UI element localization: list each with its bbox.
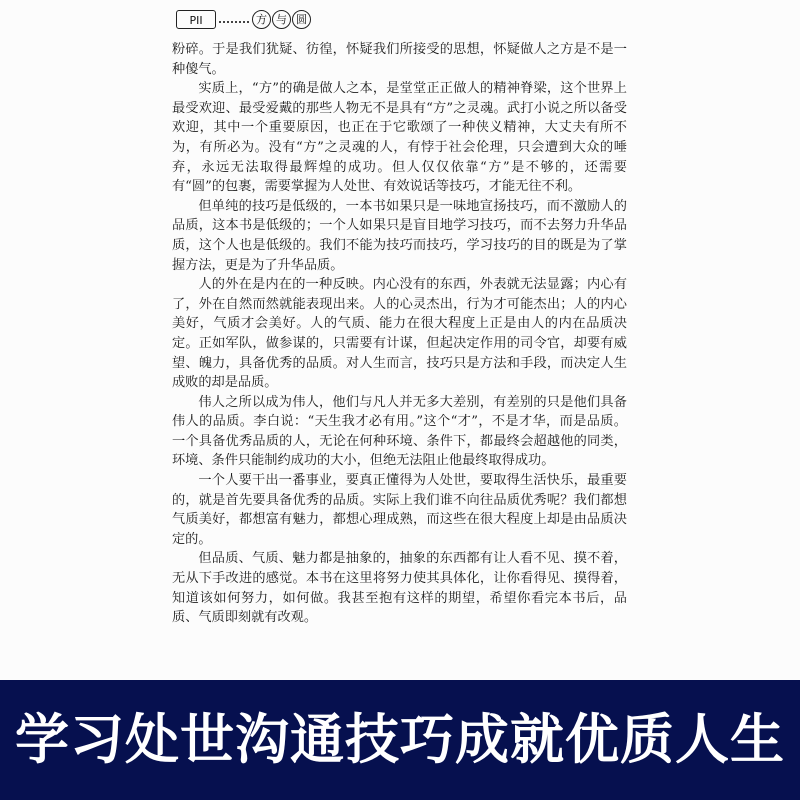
paragraph-5: 伟人之所以成为伟人，他们与凡人并无多大差别，有差别的只是他们具备伟人的品质。李白说：“天生我才必有用。”这个“才”，不是才华，而是品质。一个具备优秀品质的人，无论在何种环境、条件下，都最终会超越他的同类，环境、条件只能制约成功的大小，但绝无法阻止他最终取得成功。 [172, 394, 627, 469]
title-char-1: 方 [252, 10, 271, 29]
paragraph-1: 粉碎。于是我们犹疑、彷徨，怀疑我们所接受的思想，怀疑做人之方是不是一种傻气。 [172, 42, 627, 77]
title-char-3: 圆 [292, 10, 311, 29]
page-body [172, 40, 627, 628]
header-dot-leader [219, 21, 249, 23]
book-title [252, 10, 311, 29]
promo-banner [0, 680, 800, 800]
title-char-2: 与 [272, 10, 291, 29]
paragraph-6: 一个人要干出一番事业，要真正懂得为人处世，要取得生活快乐，最重要的，就是首先要具备优秀的品质。实际上我们谁不向往品质优秀呢？我们都想气质美好，都想富有魅力，都想心理成熟，而这些在很大程度上却是由品质决定的。 [172, 473, 627, 547]
page-header [176, 7, 311, 31]
paragraph-2: 实质上，“方”的确是做人之本，是堂堂正正做人的精神脊梁，这个世界上最受欢迎、最受爱戴的那些人物无不是具有“方”之灵魂。武打小说之所以备受欢迎，其中一个重要原因，也正在于它歌颂了一种侠义精神，大丈夫有所不为，有所必为。没有“方”之灵魂的人，有悖于社会伦理，只会遭到大众的唾弃，永远无法取得最辉煌的成功。但人仅仅依靠“方”是不够的，还需要有“圆”的包裹，需要掌握为人处世、有效说话等技巧，才能无往不利。 [172, 81, 627, 195]
paragraph-3: 但单纯的技巧是低级的，一本书如果只是一味地宣扬技巧，而不激励人的品质，这本书是低级的；一个人如果只是盲目地学习技巧，而不去努力升华品质，这个人也是低级的。我们不能为技巧而技巧，学习技巧的目的既是为了掌握方法，更是为了升华品质。 [172, 198, 627, 273]
paragraph-7: 但品质、气质、魅力都是抽象的，抽象的东西都有让人看不见、摸不着，无从下手改进的感觉。本书在这里将努力使其具体化，让你看得见、摸得着，知道该如何努力，如何做。我甚至抱有这样的期望，希望你看完本书后，品质、气质即刻就有改观。 [172, 551, 627, 626]
paragraph-4: 人的外在是内在的一种反映。内心没有的东西，外表就无法显露；内心有了，外在自然而然就能表现出来。人的心灵杰出，行为才可能杰出；人的内心美好，气质才会美好。人的气质、能力在很大程度上正是由人的内在品质决定。正如军队，做参谋的，只需要有计谋，但起决定作用的司令官，却要有威望、魄力，具备优秀的品质。对人生而言，技巧只是方法和手段，而决定人生成败的却是品质。 [172, 277, 627, 391]
promo-banner-text: 学习处世沟通技巧成就优质人生 [15, 708, 785, 771]
page-number-tag: PII [176, 10, 216, 29]
